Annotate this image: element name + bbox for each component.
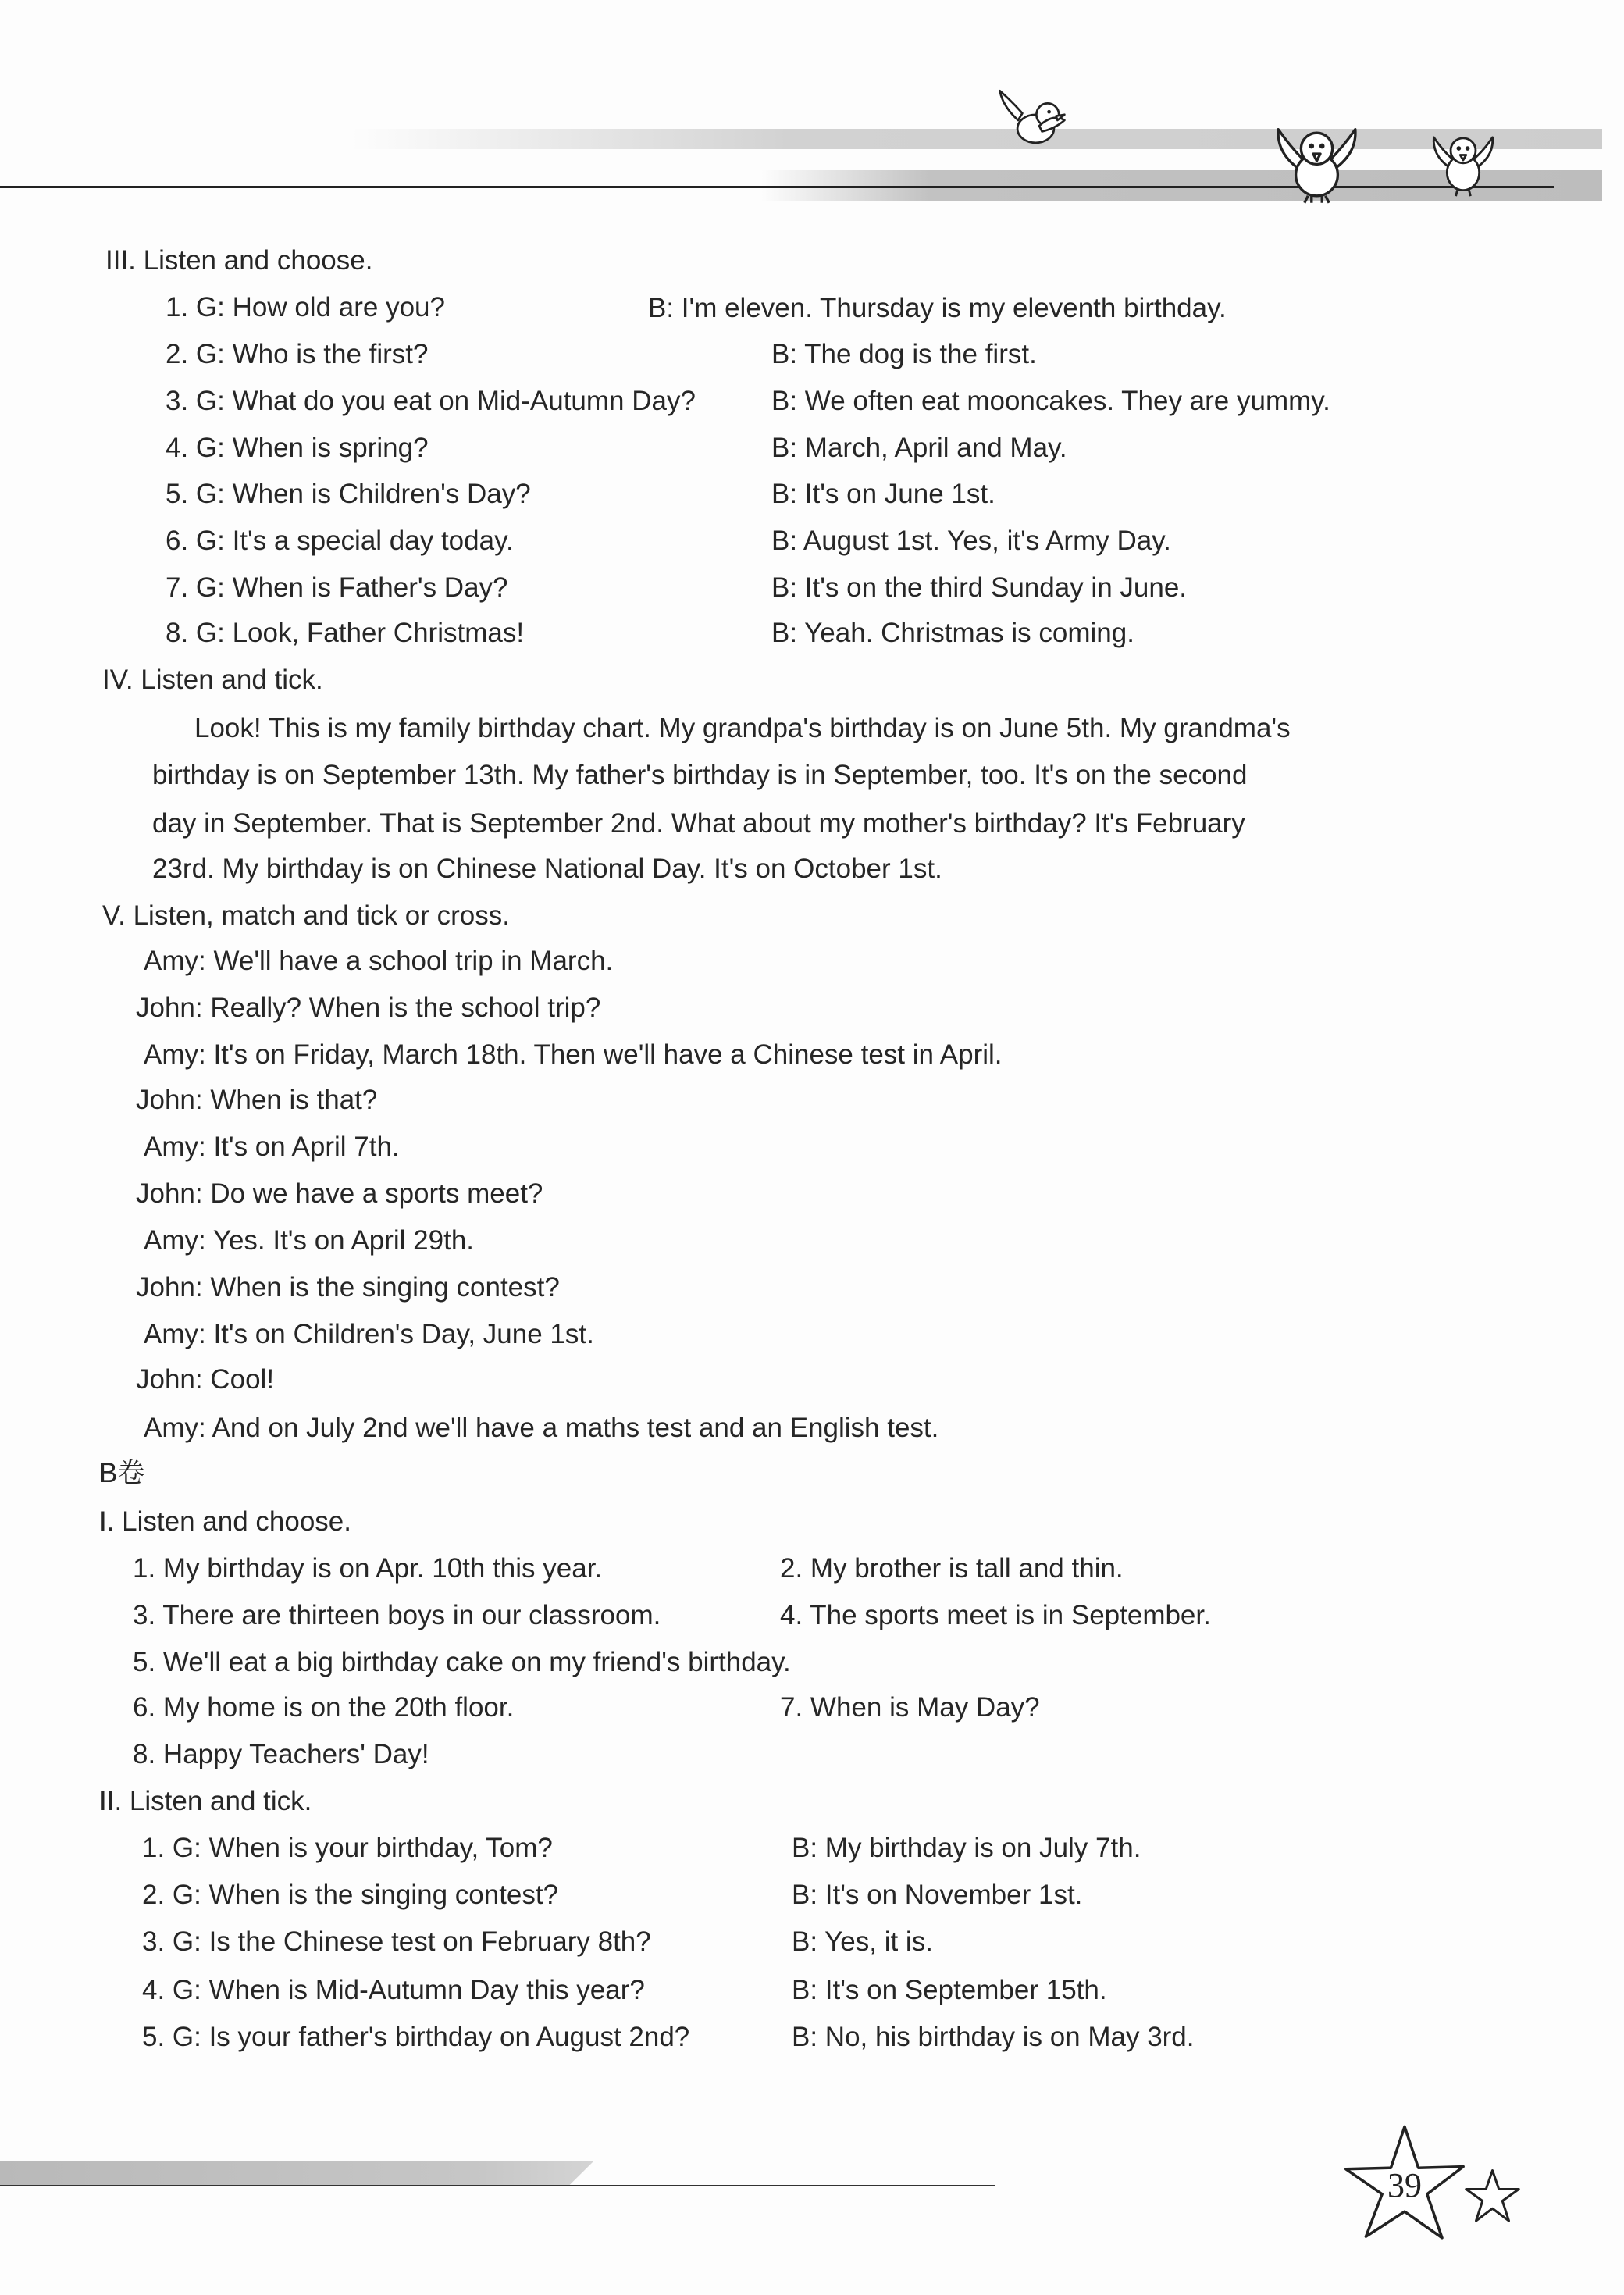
question-line: 2. G: When is the singing contest? — [142, 1880, 559, 1910]
answer-line: B: Yeah. Christmas is coming. — [771, 618, 1134, 648]
answer-line: B: My birthday is on July 7th. — [792, 1833, 1141, 1863]
dialogue-line-john: John: When is the singing contest? — [136, 1272, 560, 1303]
section-heading: III. Listen and choose. — [105, 245, 373, 276]
dialogue-line-john: John: When is that? — [136, 1085, 378, 1115]
page-number: 39 — [1387, 2166, 1422, 2204]
answer-line: B: Yes, it is. — [792, 1926, 933, 1957]
list-item: 1. My birthday is on Apr. 10th this year. — [133, 1553, 603, 1584]
question-line: 4. G: When is Mid-Autumn Day this year? — [142, 1975, 645, 2005]
question-line: 3. G: Is the Chinese test on February 8th? — [142, 1926, 651, 1957]
list-item: 8. Happy Teachers' Day! — [133, 1739, 429, 1769]
answer-line: B: It's on June 1st. — [771, 479, 995, 509]
list-item: 2. My brother is tall and thin. — [780, 1553, 1124, 1584]
part-title: B卷 — [99, 1458, 145, 1488]
answer-line: B: The dog is the first. — [771, 339, 1037, 369]
list-item: 6. My home is on the 20th floor. — [133, 1692, 515, 1723]
question-line: 5. G: When is Children's Day? — [166, 479, 531, 509]
question-line: 7. G: When is Father's Day? — [166, 572, 508, 603]
answer-line: B: It's on September 15th. — [792, 1975, 1107, 2005]
header-band-top — [351, 129, 1602, 149]
dialogue-line-john: John: Really? When is the school trip? — [136, 992, 601, 1023]
dialogue-line-amy: Amy: We'll have a school trip in March. — [144, 946, 614, 976]
question-line: 3. G: What do you eat on Mid-Autumn Day? — [166, 386, 696, 416]
star-icon — [1463, 2167, 1522, 2226]
question-line: 1. G: When is your birthday, Tom? — [142, 1833, 553, 1863]
answer-line: B: It's on the third Sunday in June. — [771, 572, 1188, 603]
question-line: 4. G: When is spring? — [166, 433, 429, 463]
list-item: 5. We'll eat a big birthday cake on my friend's birthday. — [133, 1647, 791, 1677]
footer-rule — [0, 2185, 995, 2186]
section-heading: I. Listen and choose. — [99, 1506, 351, 1537]
paragraph-line: birthday is on September 13th. My father's birthday is in September, too. It's on the second — [152, 760, 1248, 790]
dialogue-line-john: John: Do we have a sports meet? — [136, 1178, 543, 1209]
dialogue-line-amy: Amy: Yes. It's on April 29th. — [144, 1225, 475, 1256]
question-line: 1. G: How old are you? — [166, 292, 445, 323]
dialogue-line-amy: Amy: It's on Friday, March 18th. Then we'll have a Chinese test in April. — [144, 1039, 1003, 1070]
section-heading: V. Listen, match and tick or cross. — [102, 900, 510, 931]
question-line: 5. G: Is your father's birthday on August 2nd? — [142, 2022, 690, 2052]
footer-band — [0, 2161, 593, 2185]
bird-icon — [1273, 117, 1361, 205]
answer-line: B: August 1st. Yes, it's Army Day. — [771, 526, 1171, 556]
question-line: 6. G: It's a special day today. — [166, 526, 514, 556]
section-heading: II. Listen and tick. — [99, 1786, 312, 1816]
dialogue-line-amy: Amy: And on July 2nd we'll have a maths test and an English test. — [144, 1413, 939, 1443]
bird-icon — [989, 85, 1075, 155]
page-number-badge — [1339, 2122, 1470, 2247]
paragraph-line: day in September. That is September 2nd. What about my mother's birthday? It's February — [152, 808, 1245, 839]
answer-line: B: March, April and May. — [771, 433, 1067, 463]
list-item: 4. The sports meet is in September. — [780, 1600, 1211, 1630]
list-item: 7. When is May Day? — [780, 1692, 1040, 1723]
dialogue-line-amy: Amy: It's on April 7th. — [144, 1131, 400, 1162]
answer-line: B: I'm eleven. Thursday is my eleventh birthday. — [648, 293, 1227, 323]
paragraph-line: 23rd. My birthday is on Chinese National Day. It's on October 1st. — [152, 853, 942, 884]
answer-line: B: No, his birthday is on May 3rd. — [792, 2022, 1195, 2052]
answer-line: B: We often eat mooncakes. They are yummy. — [771, 386, 1330, 416]
bird-icon — [1426, 124, 1500, 198]
question-line: 8. G: Look, Father Christmas! — [166, 618, 525, 648]
list-item: 3. There are thirteen boys in our classroom. — [133, 1600, 661, 1630]
section-heading: IV. Listen and tick. — [102, 665, 323, 695]
paragraph-line: Look! This is my family birthday chart. My grandpa's birthday is on June 5th. My grandma's — [194, 713, 1291, 743]
answer-line: B: It's on November 1st. — [792, 1880, 1083, 1910]
dialogue-line-john: John: Cool! — [136, 1364, 275, 1395]
dialogue-line-amy: Amy: It's on Children's Day, June 1st. — [144, 1319, 594, 1349]
question-line: 2. G: Who is the first? — [166, 339, 429, 369]
